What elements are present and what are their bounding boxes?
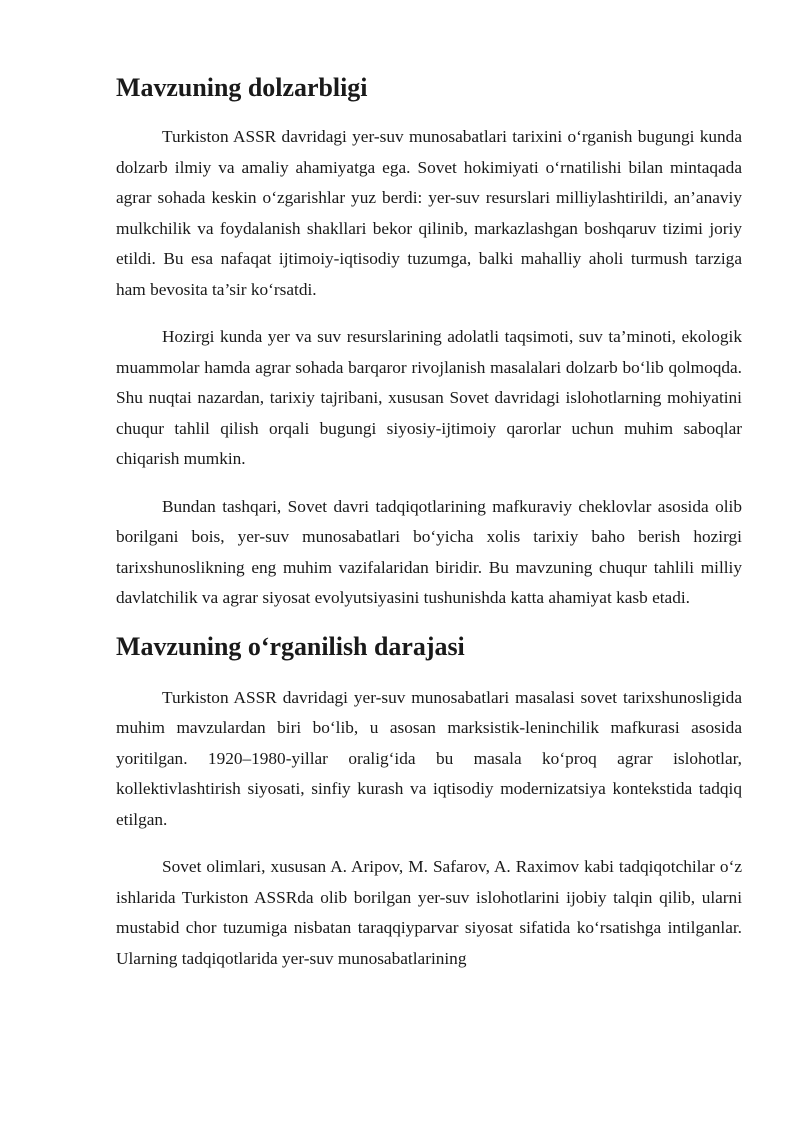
document-body xyxy=(116,73,742,974)
paragraph: Turkiston ASSR davridagi yer-suv munosabatlari tarixini o‘rganish bugungi kunda dolzarb ilmiy va amaliy ahamiyatga ega. Sovet hokimiyati o‘rnatilishi bilan mintaqada agrar sohada keskin o‘zgarishlar yuz berdi: yer-suv resurslari milliylashtirildi, an’anaviy mulkchilik va foydalanish shakllari bekor qilinib, markazlashgan boshqaruv tizimi joriy etildi. Bu esa nafaqat ijtimoiy-iqtisodiy tuzumga, balki mahalliy aholi turmush tarziga ham bevosita ta’sir ko‘rsatdi. xyxy=(116,127,742,299)
paragraph: Sovet olimlari, xususan A. Aripov, M. Safarov, A. Raximov kabi tadqiqotchilar o‘z ishlarida Turkiston ASSRda olib borilgan yer-suv islohotlarini ijobiy talqin qilib, ularni mustabid chor tuzumiga nisbatan taraqqiyparvar siyosat sifatida ko‘rsatishga intilganlar. Ularning tadqiqotlarida yer-suv munosabatlarining xyxy=(116,857,742,968)
paragraph: Bundan tashqari, Sovet davri tadqiqotlarining mafkuraviy cheklovlar asosida olib borilgani bois, yer-suv munosabatlari bo‘yicha xolis tarixiy baho berish hozirgi tarixshunoslikning eng muhim vazifalaridan biridir. Bu mavzuning chuqur tahlili milliy davlatchilik va agrar siyosat evolyutsiyasini tushunishda katta ahamiyat kasb etadi. xyxy=(116,496,742,607)
section-heading-study-level: Mavzuning o‘rganilish darajasi xyxy=(116,631,465,661)
paragraph: Hozirgi kunda yer va suv resurslarining adolatli taqsimoti, suv ta’minoti, ekologik muammolar hamda agrar sohada barqaror rivojlanish masalalari dolzarb bo‘lib qolmoqda. Shu nuqtai nazardan, tarixiy tajribani, xususan Sovet davridagi islohotlarning mohiyatini chuqur tahlil qilish orqali bugungi siyosiy-ijtimoiy qarorlar uchun muhim saboqlar chiqarish mumkin. xyxy=(116,327,742,468)
paragraph: Turkiston ASSR davridagi yer-suv munosabatlari masalasi sovet tarixshunosligida muhim mavzulardan biri bo‘lib, u asosan marksistik-leninchilik mafkurasi asosida yoritilgan. 1920–1980-yillar oralig‘ida bu masala ko‘proq agrar islohotlar, kollektivlashtirish siyosati, sinfiy kurash va iqtisodiy modernizatsiya kontekstida tadqiq etilgan. xyxy=(116,687,742,829)
section-heading-relevance: Mavzuning dolzarbligi xyxy=(116,73,368,102)
